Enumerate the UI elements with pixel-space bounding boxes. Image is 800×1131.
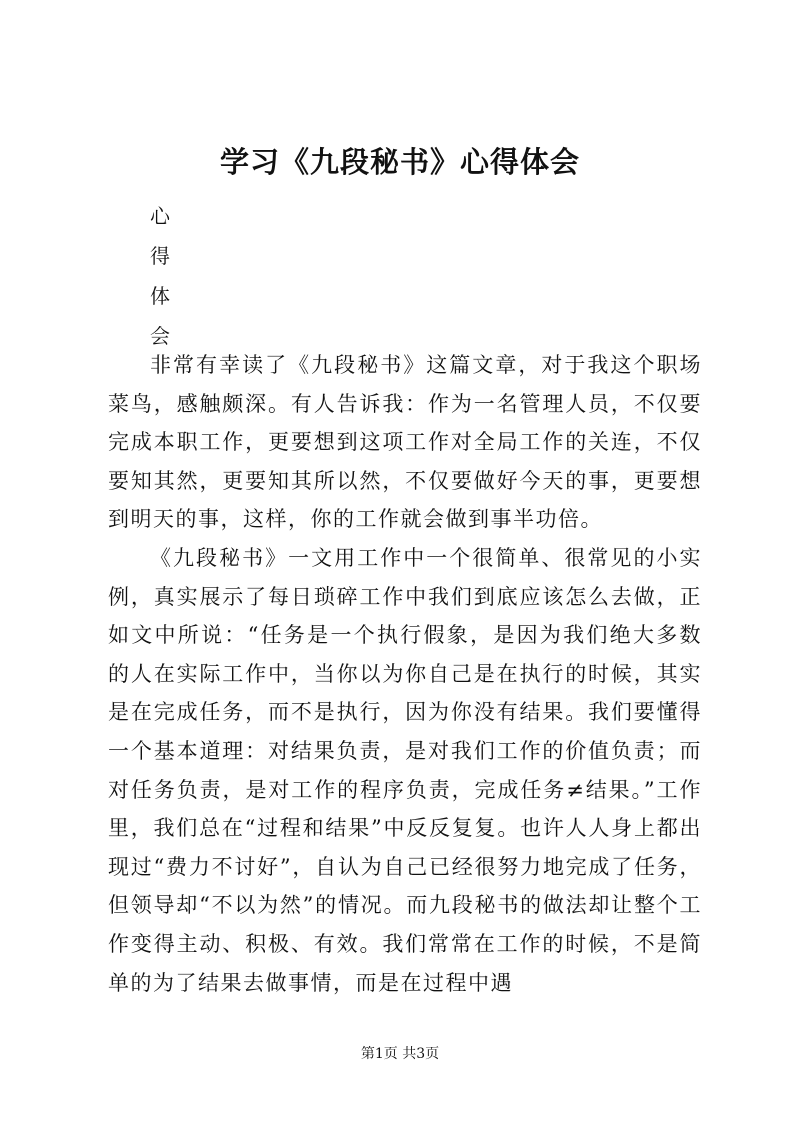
vertical-heading-char: 心 bbox=[150, 204, 170, 228]
body-paragraph: 非常有幸读了《九段秘书》这篇文章，对于我这个职场菜鸟，感触颇深。有人告诉我：作为一名管理人员，不仅要完成本职工作，更要想到这项工作对全局工作的关连，不仅要知其然，更要知其所以然，不仅要做好今天的事，更要想到明天的事，这样，你的工作就会做到事半功倍。 bbox=[108, 353, 702, 532]
body-paragraph: 《九段秘书》一文用工作中一个很简单、很常见的小实例，真实展示了每日琐碎工作中我们到底应该怎么去做，正如文中所说：“任务是一个执行假象，是因为我们绝大多数的人在实际工作中，当你以为你自己是在执行的时候，其实是在完成任务，而不是执行，因为你没有结果。我们要懂得一个基本道理：对结果负责，是对我们工作的价值负责；而对任务负责，是对工作的程序负责，完成任务≠结果。”工作里，我们总在“过程和结果”中反反复复。也许人人身上都出现过“费力不讨好”，自认为自己已经很努力地完成了任务，但领导却“不以为然”的情况。而九段秘书的做法却让整个工作变得主动、积极、有效。我们常常在工作的时候，不是简单的为了结果去做事情，而是在过程中遇 bbox=[108, 545, 702, 995]
document-body bbox=[108, 346, 702, 1002]
document-title: 学习《九段秘书》心得体会 bbox=[219, 145, 580, 179]
vertical-heading bbox=[150, 196, 190, 356]
vertical-heading-char: 得 bbox=[150, 244, 170, 268]
vertical-heading-char: 体 bbox=[150, 284, 170, 308]
page-footer: 第1页 共3页 bbox=[360, 1046, 440, 1062]
vertical-heading-char: 会 bbox=[150, 324, 170, 348]
